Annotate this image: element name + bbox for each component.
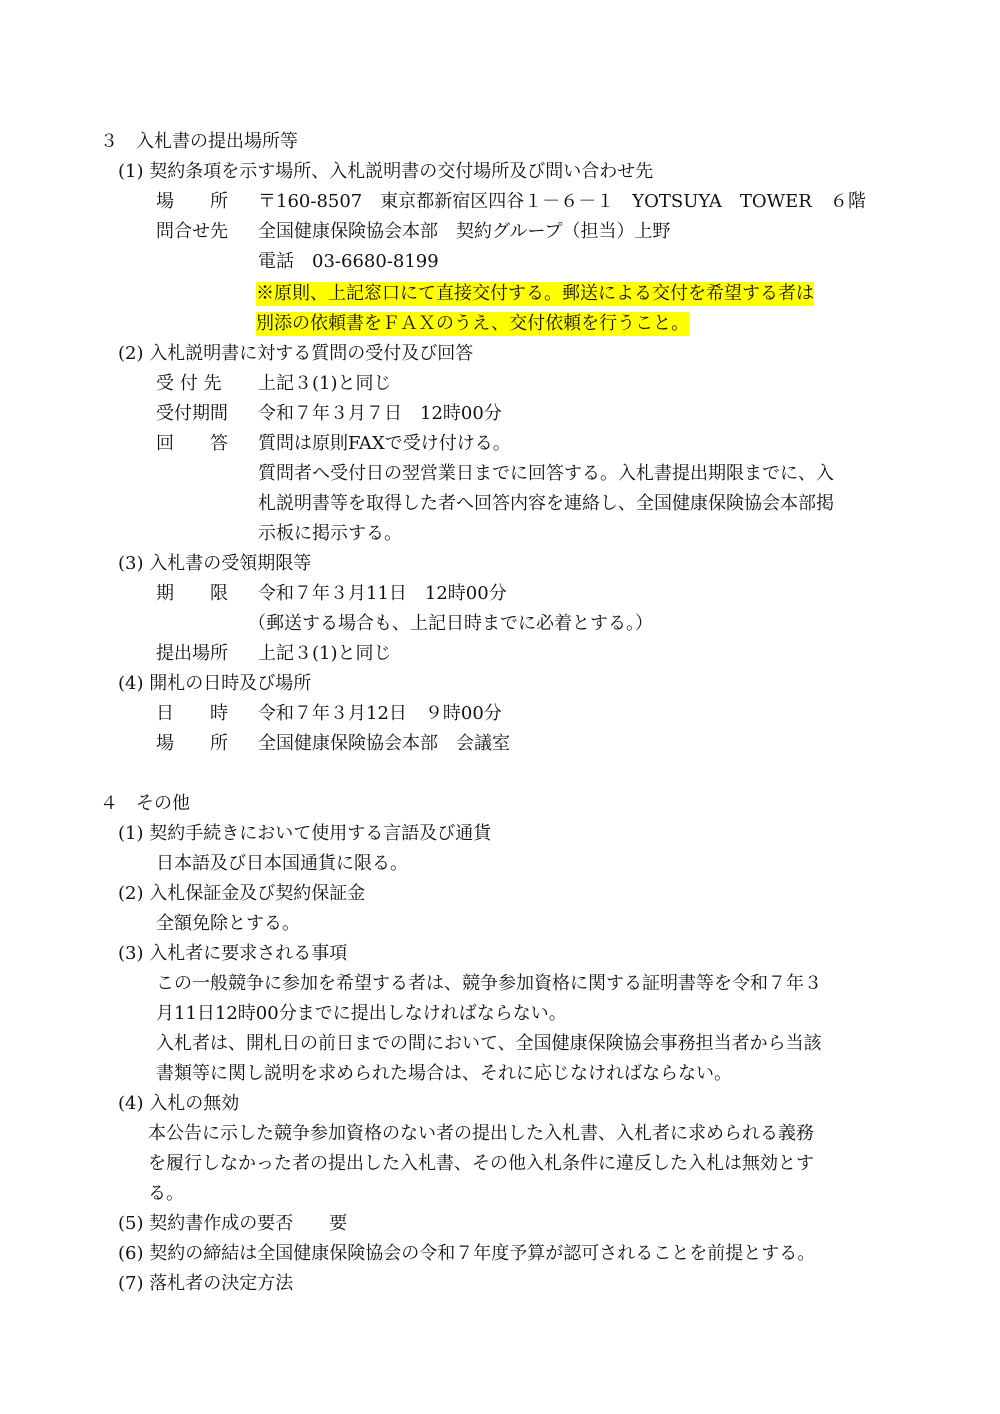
answer-line-4: 示板に掲示する。 — [258, 523, 402, 544]
submit-place-value: 上記３(1)と同じ — [258, 643, 392, 664]
highlighted-note-line-2: 別添の依頼書をＦＡＸのうえ、交付依頼を行うこと。 — [256, 313, 690, 334]
section-4-2-body: 全額免除とする。 — [156, 913, 300, 934]
opening-place-value: 全国健康保険協会本部 会議室 — [258, 733, 510, 754]
place-value: 〒160-8507 東京都新宿区四谷１－６－１ YOTSUYA TOWER ６階 — [258, 191, 866, 212]
answer-line-2: 質問者へ受付日の翌営業日までに回答する。入札書提出期限までに、入 — [258, 463, 834, 484]
section-4-5-title: (5) 契約書作成の要否 要 — [118, 1213, 348, 1234]
section-4-4-line-3: る。 — [148, 1183, 184, 1204]
section-4-3-line-3: 入札者は、開札日の前日までの間において、全国健康保険協会事務担当者から当該 — [156, 1033, 822, 1054]
deadline-label: 期 限 — [156, 583, 228, 604]
deadline-note: （郵送する場合も、上記日時までに必着とする。） — [248, 613, 653, 634]
section-4-2-title: (2) 入札保証金及び契約保証金 — [118, 883, 366, 904]
period-value: 令和７年３月７日 12時00分 — [258, 403, 502, 424]
place-label: 場 所 — [156, 191, 228, 212]
section-3-4-title: (4) 開札の日時及び場所 — [118, 673, 312, 694]
answer-line-3: 札説明書等を取得した者へ回答内容を連絡し、全国健康保険協会本部掲 — [258, 493, 834, 514]
section-4-4-line-1: 本公告に示した競争参加資格のない者の提出した入札書、入札者に求められる義務 — [148, 1123, 814, 1144]
recv-label: 受 付 先 — [156, 373, 222, 394]
section-4-1-title: (1) 契約手続きにおいて使用する言語及び通貨 — [118, 823, 492, 844]
submit-place-label: 提出場所 — [156, 643, 228, 664]
section-4-3-line-4: 書類等に関し説明を求められた場合は、それに応じなければならない。 — [156, 1063, 732, 1084]
highlighted-note-line-1: ※原則、上記窓口にて直接交付する。郵送による交付を希望する者は — [256, 283, 814, 304]
section-4-heading: ４ その他 — [100, 793, 190, 814]
section-4-4-line-2: を履行しなかった者の提出した入札書、その他入札条件に違反した入札は無効とす — [148, 1153, 814, 1174]
answer-line-1: 質問は原則FAXで受け付ける。 — [258, 433, 511, 454]
answer-label: 回 答 — [156, 433, 228, 454]
contact-phone: 電話 03-6680-8199 — [258, 251, 439, 272]
section-4-6-title: (6) 契約の締結は全国健康保険協会の令和７年度予算が認可されることを前提とする。 — [118, 1243, 816, 1264]
section-3-3-title: (3) 入札書の受領期限等 — [118, 553, 312, 574]
recv-value: 上記３(1)と同じ — [258, 373, 392, 394]
section-3-2-title: (2) 入札説明書に対する質問の受付及び回答 — [118, 343, 474, 364]
section-4-1-body: 日本語及び日本国通貨に限る。 — [156, 853, 408, 874]
period-label: 受付期間 — [156, 403, 228, 424]
section-3-1-title: (1) 契約条項を示す場所、入札説明書の交付場所及び問い合わせ先 — [118, 161, 654, 182]
opening-date-label: 日 時 — [156, 703, 228, 724]
section-4-3-line-2: 月11日12時00分までに提出しなければならない。 — [156, 1003, 567, 1024]
section-4-3-title: (3) 入札者に要求される事項 — [118, 943, 348, 964]
section-4-4-title: (4) 入札の無効 — [118, 1093, 240, 1114]
opening-place-label: 場 所 — [156, 733, 228, 754]
section-4-3-line-1: この一般競争に参加を希望する者は、競争参加資格に関する証明書等を令和７年３ — [156, 973, 822, 994]
section-4-7-title: (7) 落札者の決定方法 — [118, 1273, 294, 1294]
section-3-heading: ３ 入札書の提出場所等 — [100, 131, 298, 152]
opening-date-value: 令和７年３月12日 ９時00分 — [258, 703, 502, 724]
deadline-value: 令和７年３月11日 12時00分 — [258, 583, 507, 604]
contact-label: 問合せ先 — [156, 221, 228, 242]
contact-value: 全国健康保険協会本部 契約グループ（担当）上野 — [258, 221, 671, 242]
